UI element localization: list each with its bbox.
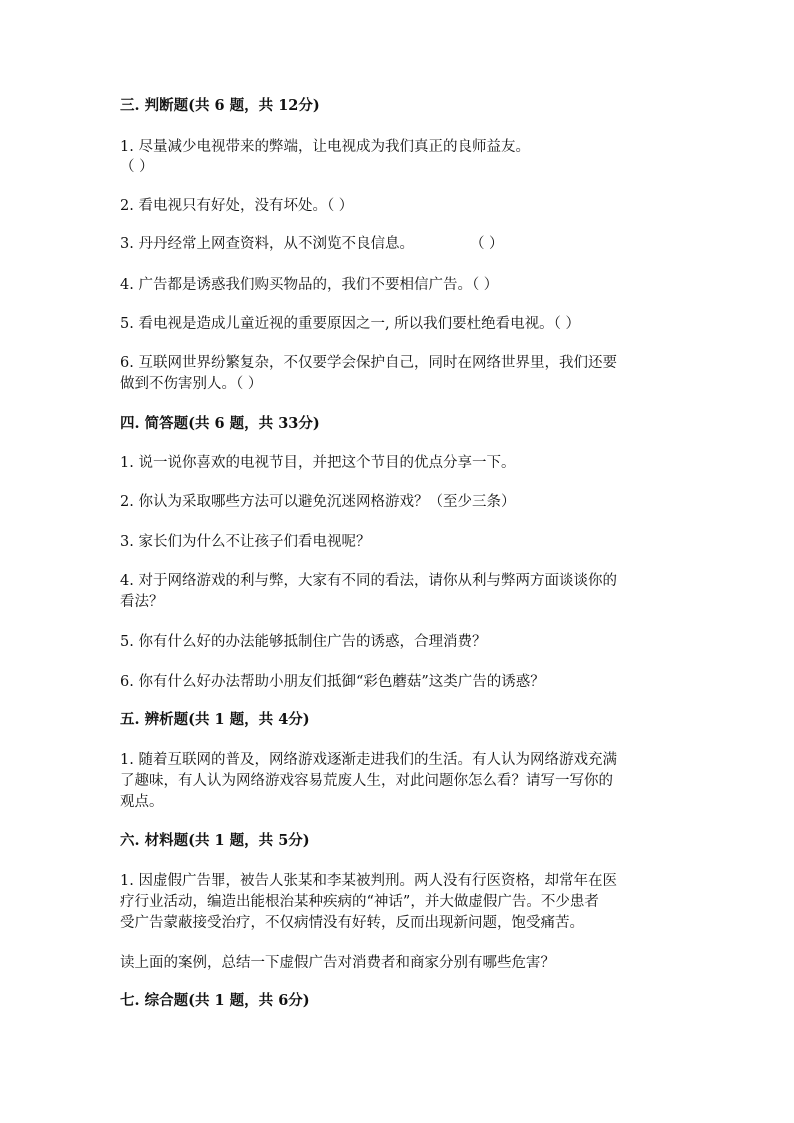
s4-question-6: 6. 你有什么好办法帮助小朋友们抵御“彩色蘑菇”这类广告的诱惑？ bbox=[120, 674, 545, 690]
s6-question-1-line-1: 1. 因虚假广告罪，被告人张某和李某被判刑。两人没有行医资格，却常年在医 bbox=[120, 873, 617, 889]
s3-question-3-answer-blank: （ ） bbox=[469, 236, 504, 252]
section-7-heading: 七. 综合题(共 1 题，共 6分) bbox=[120, 992, 310, 1009]
s3-question-3-text: 3. 丹丹经常上网查资料，从不浏览不良信息。 bbox=[120, 236, 414, 252]
s4-question-3: 3. 家长们为什么不让孩子们看电视呢？ bbox=[120, 534, 371, 550]
s5-question-1-line-1: 1. 随着互联网的普及，网络游戏逐渐走进我们的生活。有人认为网络游戏充满 bbox=[120, 752, 617, 768]
s6-question-1-line-2: 疗行业活动，编造出能根治某种疾病的“神话”，并大做虚假广告。不少患者 bbox=[120, 894, 599, 910]
s4-question-1: 1. 说一说你喜欢的电视节目，并把这个节目的优点分享一下。 bbox=[120, 455, 516, 471]
s5-question-1-line-3: 观点。 bbox=[120, 794, 164, 810]
s3-question-1-line-1: 1. 尽量减少电视带来的弊端，让电视成为我们真正的良师益友。 bbox=[120, 139, 530, 155]
s3-question-1-answer-blank: （ ） bbox=[120, 159, 154, 175]
s3-question-6-line-1: 6. 互联网世界纷繁复杂，不仅要学会保护自己，同时在网络世界里，我们还要 bbox=[120, 355, 617, 371]
s3-question-5: 5. 看电视是造成儿童近视的重要原因之一, 所以我们要杜绝看电视。（ ） bbox=[120, 316, 581, 332]
section-4-heading: 四. 简答题(共 6 题，共 33分) bbox=[120, 415, 320, 432]
s4-question-4-line-1: 4. 对于网络游戏的利与弊，大家有不同的看法，请你从利与弊两方面谈谈你的 bbox=[120, 573, 617, 589]
section-5-heading: 五. 辨析题(共 1 题，共 4分) bbox=[120, 711, 310, 728]
s4-question-5: 5. 你有什么好的办法能够抵制住广告的诱惑，合理消费？ bbox=[120, 634, 487, 650]
s4-question-2: 2. 你认为采取哪些方法可以避免沉迷网格游戏？（至少三条） bbox=[120, 494, 516, 510]
s3-question-6-line-2: 做到不伤害别人。（ ） bbox=[120, 376, 263, 392]
section-6-heading: 六. 材料题(共 1 题，共 5分) bbox=[120, 832, 310, 849]
s4-question-4-line-2: 看法？ bbox=[120, 594, 164, 610]
s6-question-1-prompt: 读上面的案例，总结一下虚假广告对消费者和商家分别有哪些危害？ bbox=[120, 955, 555, 971]
s6-question-1-line-3: 受广告蒙蔽接受治疗，不仅病情没有好转，反而出现新问题，饱受痛苦。 bbox=[120, 915, 584, 931]
s5-question-1-line-2: 了趣味，有人认为网络游戏容易荒废人生，对此问题你怎么看？请写一写你的 bbox=[120, 773, 613, 789]
s3-question-4: 4. 广告都是诱惑我们购买物品的，我们不要相信广告。（ ） bbox=[120, 277, 499, 293]
section-3-heading: 三. 判断题(共 6 题，共 12分) bbox=[120, 97, 320, 114]
s3-question-2: 2. 看电视只有好处，没有坏处。（ ） bbox=[120, 198, 354, 214]
s3-question-3 bbox=[120, 233, 504, 255]
